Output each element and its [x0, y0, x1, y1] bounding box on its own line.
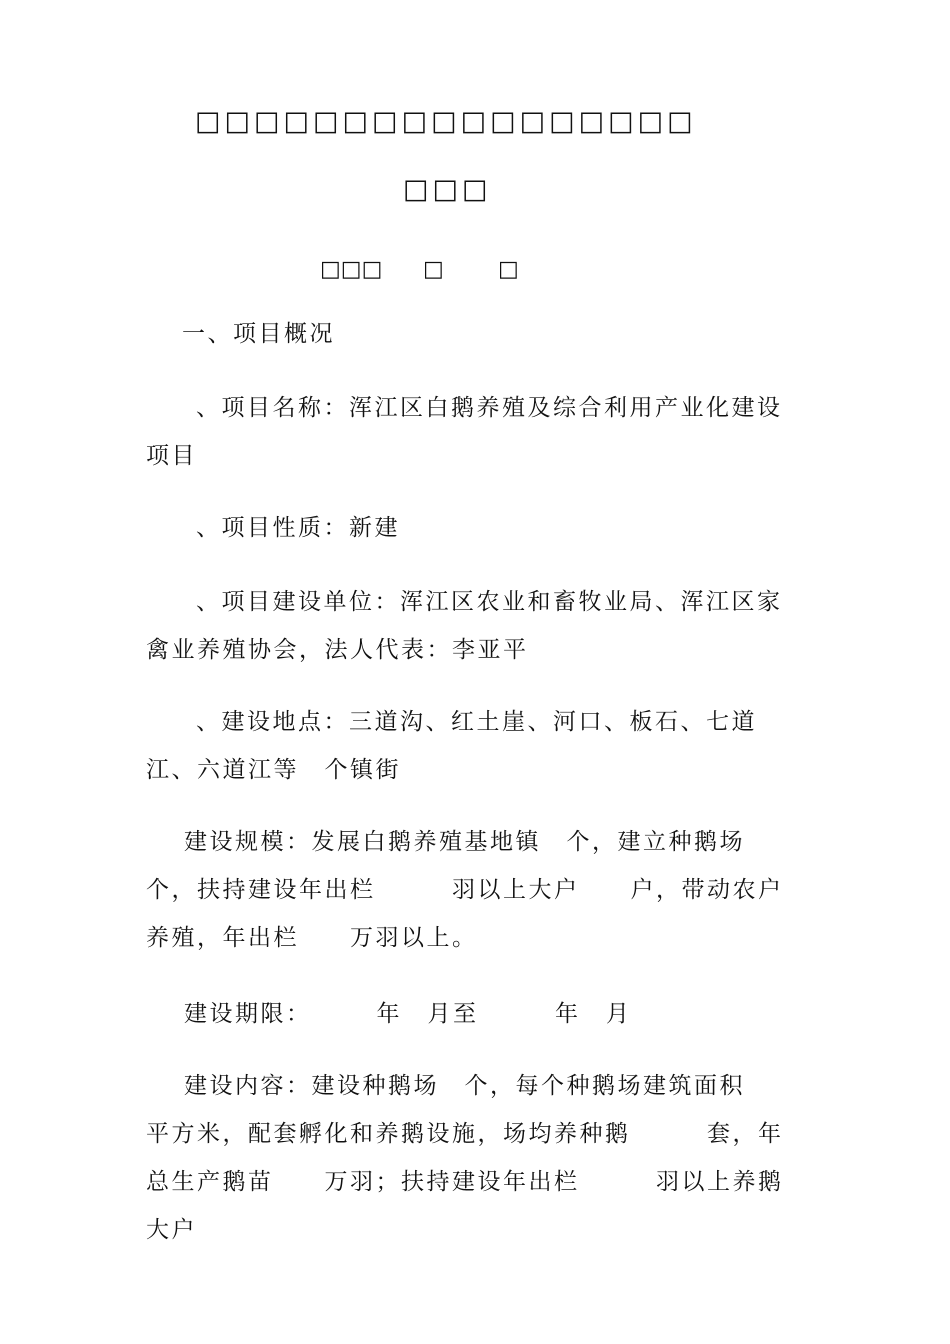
date-month: □	[423, 257, 444, 282]
paragraph-construction-content: 建设内容：建设种鹅场 个，每个种鹅场建筑面积 平方米，配套孵化和养鹅设施，场均养种鹅 套，年总生产鹅苗 万羽；扶持建设年出栏 羽以上养鹅大户	[146, 1073, 822, 1243]
paragraph-construction-period: 建设期限： 年 月至 年 月	[184, 1001, 632, 1027]
paragraph-project-name: 、项目名称：浑江区白鹅养殖及综合利用产业化建设项目	[146, 395, 783, 469]
paragraph-construction-location: 、建设地点：三道沟、红土崖、河口、板石、七道江、六道江等 个镇街	[146, 709, 757, 783]
paragraph-project-nature: 、项目性质：新建	[196, 515, 400, 541]
section-heading-overview: 一、项目概况	[182, 321, 335, 347]
document-title-line-2: □□□	[403, 174, 492, 205]
date-year: □□□	[320, 257, 383, 282]
document-title-line-1: □□□□□□□□□□□□□□□□□	[195, 106, 697, 137]
paragraph-construction-unit: 、项目建设单位：浑江区农业和畜牧业局、浑江区家禽业养殖协会，法人代表：李亚平	[146, 589, 783, 663]
date-day: □	[498, 257, 519, 282]
paragraph-construction-scale: 建设规模：发展白鹅养殖基地镇 个，建立种鹅场 个，扶持建设年出栏 羽以上大户 户，带动农户养殖，年出栏 万羽以上。	[146, 829, 784, 951]
